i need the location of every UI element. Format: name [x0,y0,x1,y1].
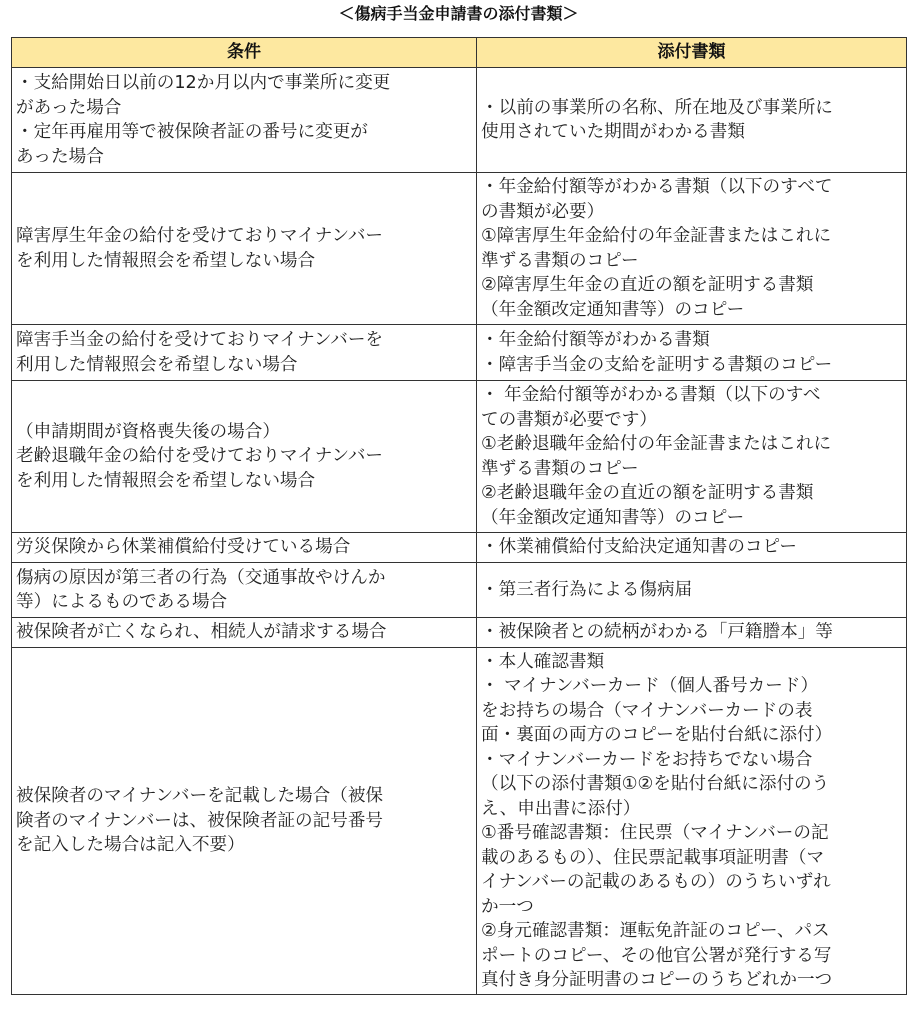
document-line: 真付き身分証明書のコピーのうちどれか一つ [481,970,833,990]
document-line: ・年金給付額等がわかる書類 [481,330,710,350]
table-header-row [12,38,907,68]
document-line: ①老齢退職年金給付の年金証書またはこれに [481,434,832,454]
table-body [12,68,907,995]
condition-cell [12,533,477,563]
documents-cell [477,381,907,533]
header-documents: 添付書類 [477,38,907,68]
document-line: え、申出書に添付） [481,798,641,819]
table-row [12,648,907,995]
document-line: ①障害厚生年金給付の年金証書またはこれに [481,226,832,246]
document-line: 準ずる書類のコピー [481,458,639,479]
document-line: ・年金給付額等がわかる書類（以下のすべて [481,177,833,197]
document-line: ・第三者行為による傷病届 [481,579,693,600]
condition-cell [12,325,477,381]
documents-cell [477,618,907,648]
table-row [12,618,907,648]
condition-cell [12,648,477,995]
condition-line: 険者のマイナンバーは、被保険者証の記号番号 [16,810,384,831]
document-line: （年金額改定通知書等）のコピー [481,299,745,320]
document-line: 準ずる書類のコピー [481,250,639,271]
document-line: か一つ [481,896,534,917]
documents-cell [477,173,907,325]
document-line: の書類が必要） [481,201,605,222]
condition-cell [12,563,477,618]
condition-line: 障害厚生年金の給付を受けておりマイナンバー [16,226,384,246]
condition-line: 障害手当金の給付を受けておりマイナンバーを [16,330,384,350]
condition-cell [12,381,477,533]
condition-line: 被保険者のマイナンバーを記載した場合（被保 [16,786,384,807]
document-line: ・被保険者との続柄がわかる「戸籍謄本」等 [481,622,833,643]
table-row [12,325,907,381]
condition-line: を利用した情報照会を希望しない場合 [16,250,316,271]
document-line: ②老齢退職年金の直近の額を証明する書類 [481,483,814,503]
documents-cell [477,68,907,173]
table-row [12,533,907,563]
condition-line: 老齢退職年金の給付を受けておりマイナンバー [16,446,384,467]
condition-line: ・定年再雇用等で被保険者証の番号に変更が [16,122,368,142]
condition-line: 傷病の原因が第三者の行為（交通事故やけんか [16,567,386,588]
documents-cell [477,648,907,995]
condition-line: を記入した場合は記入不要） [16,835,245,856]
condition-line: を利用した情報照会を希望しない場合 [16,470,316,491]
document-line: 使用されていた期間がわかる書類 [481,122,745,142]
table-row [12,173,907,325]
document-line: ・障害手当金の支給を証明する書類のコピー [481,354,833,375]
document-line: 面・裏面の両方のコピーを貼付台紙に添付） [481,725,833,745]
document-line: ①番号確認書類：住民票（マイナンバーの記 [481,823,829,843]
condition-line: 労災保険から休業補償給付受けている場合 [16,537,351,558]
page-title: ＜傷病手当金申請書の添付書類＞ [338,4,579,23]
condition-line: 被保険者が亡くなられ、相続人が請求する場合 [16,622,387,643]
document-line: ての書類が必要です） [481,409,657,430]
document-line: ・休業補償給付支給決定通知書のコピー [481,537,797,558]
condition-cell [12,618,477,648]
document-line: ②障害厚生年金の直近の額を証明する書類 [481,275,814,295]
table-row [12,563,907,618]
document-line: ・マイナンバーカードをお持ちでない場合 [481,749,813,770]
document-line: をお持ちの場合（マイナンバーカードの表 [481,700,813,721]
table-row [12,381,907,533]
condition-line: ・支給開始日以前の12か月以内で事業所に変更 [16,73,391,93]
document-line: ・本人確認書類 [481,651,605,672]
document-line: ・ マイナンバーカード（個人番号カード） [481,676,819,696]
condition-cell [12,173,477,325]
condition-line: あった場合 [16,146,104,167]
document-line: ・ 年金給付額等がわかる書類（以下のすべ [481,385,821,405]
header-condition: 条件 [12,38,477,68]
condition-line: 利用した情報照会を希望しない場合 [16,354,298,375]
attachment-table [11,37,907,995]
documents-cell [477,563,907,618]
table-row [12,68,907,173]
document-line: イナンバーの記載のあるもの）のうちいずれ [481,872,831,892]
condition-line: 等）によるものである場合 [16,592,228,612]
document-line: ポートのコピー、その他官公署が発行する写 [481,945,832,966]
documents-cell [477,533,907,563]
document-line: （以下の添付書類①②を貼付台紙に添付のう [481,774,830,794]
condition-line: があった場合 [16,97,122,118]
documents-cell [477,325,907,381]
document-line: 載のあるもの）、住民票記載事項証明書（マ [481,847,825,868]
condition-line: （申請期間が資格喪失後の場合） [16,421,280,442]
document-line: ・以前の事業所の名称、所在地及び事業所に [481,97,833,118]
document-line: （年金額改定通知書等）のコピー [481,507,745,528]
condition-cell [12,68,477,173]
document-line: ②身元確認書類：運転免許証のコピー、パス [481,921,830,941]
